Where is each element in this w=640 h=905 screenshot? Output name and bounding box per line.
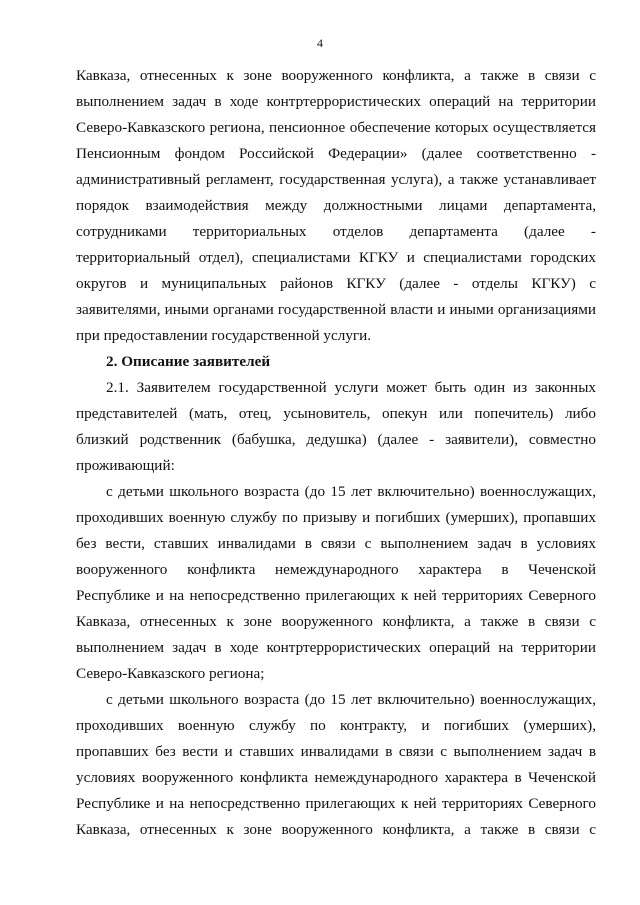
text-line: Северо-Кавказского региона; bbox=[76, 665, 265, 682]
text-line: порядок взаимодействия между должностными лицами департамента, bbox=[76, 197, 596, 214]
text-line: Кавказа, отнесенных к зоне вооруженного конфликта, а также в связи с bbox=[76, 613, 596, 630]
text-line: близкий родственник (бабушка, дедушка) (далее - заявители), совместно bbox=[76, 431, 596, 448]
text-line: Кавказа, отнесенных к зоне вооруженного конфликта, а также в связи с bbox=[76, 821, 596, 838]
text-line: Республике и на непосредственно прилегающих к ней территориях Северного bbox=[76, 795, 596, 812]
text-line: Республике и на непосредственно прилегающих к ней территориях Северного bbox=[76, 587, 596, 604]
text-line: сотрудниками территориальных отделов департамента (далее - bbox=[76, 223, 596, 240]
text-line: округов и муниципальных районов КГКУ (далее - отделы КГКУ) с bbox=[76, 275, 596, 292]
section-heading: 2. Описание заявителей bbox=[106, 353, 271, 370]
text-line: административный регламент, государственная услуга), а также устанавливает bbox=[76, 171, 596, 188]
text-line: представителей (мать, отец, усыновитель, опекун или попечитель) либо bbox=[76, 405, 596, 422]
text-line: с детьми школьного возраста (до 15 лет включительно) военнослужащих, bbox=[106, 483, 596, 500]
document-body bbox=[76, 63, 596, 843]
page-number: 4 bbox=[317, 36, 323, 50]
text-line: Северо-Кавказского региона, пенсионное обеспечение которых осуществляется bbox=[76, 119, 596, 136]
text-line: вооруженного конфликта немеждународного характера в Чеченской bbox=[76, 561, 596, 578]
text-line: выполнением задач в ходе контртеррористических операций на территории bbox=[76, 93, 596, 110]
text-line: условиях вооруженного конфликта немеждународного характера в Чеченской bbox=[76, 769, 596, 786]
text-line: проходивших военную службу по контракту, и погибших (умерших), bbox=[76, 717, 596, 734]
text-line: территориальный отдел), специалистами КГКУ и специалистами городских bbox=[76, 249, 596, 266]
text-line: с детьми школьного возраста (до 15 лет включительно) военнослужащих, bbox=[106, 691, 596, 708]
text-line: при предоставлении государственной услуги. bbox=[76, 327, 372, 344]
text-line: пропавших без вести и ставших инвалидами в связи с выполнением задач в bbox=[76, 743, 596, 760]
text-line: проживающий: bbox=[76, 457, 175, 474]
text-line: без вести, ставших инвалидами в связи с выполнением задач в условиях bbox=[76, 535, 596, 552]
text-line: проходивших военную службу по призыву и погибших (умерших), пропавших bbox=[76, 509, 596, 526]
text-line: Кавказа, отнесенных к зоне вооруженного конфликта, а также в связи с bbox=[76, 67, 596, 84]
text-line: Пенсионным фондом Российской Федерации» (далее соответственно - bbox=[76, 145, 596, 162]
text-line: заявителями, иными органами государственной власти и иными организациями bbox=[76, 301, 596, 318]
text-line: 2.1. Заявителем государственной услуги может быть один из законных bbox=[106, 379, 596, 396]
text-line: выполнением задач в ходе контртеррористических операций на территории bbox=[76, 639, 596, 656]
